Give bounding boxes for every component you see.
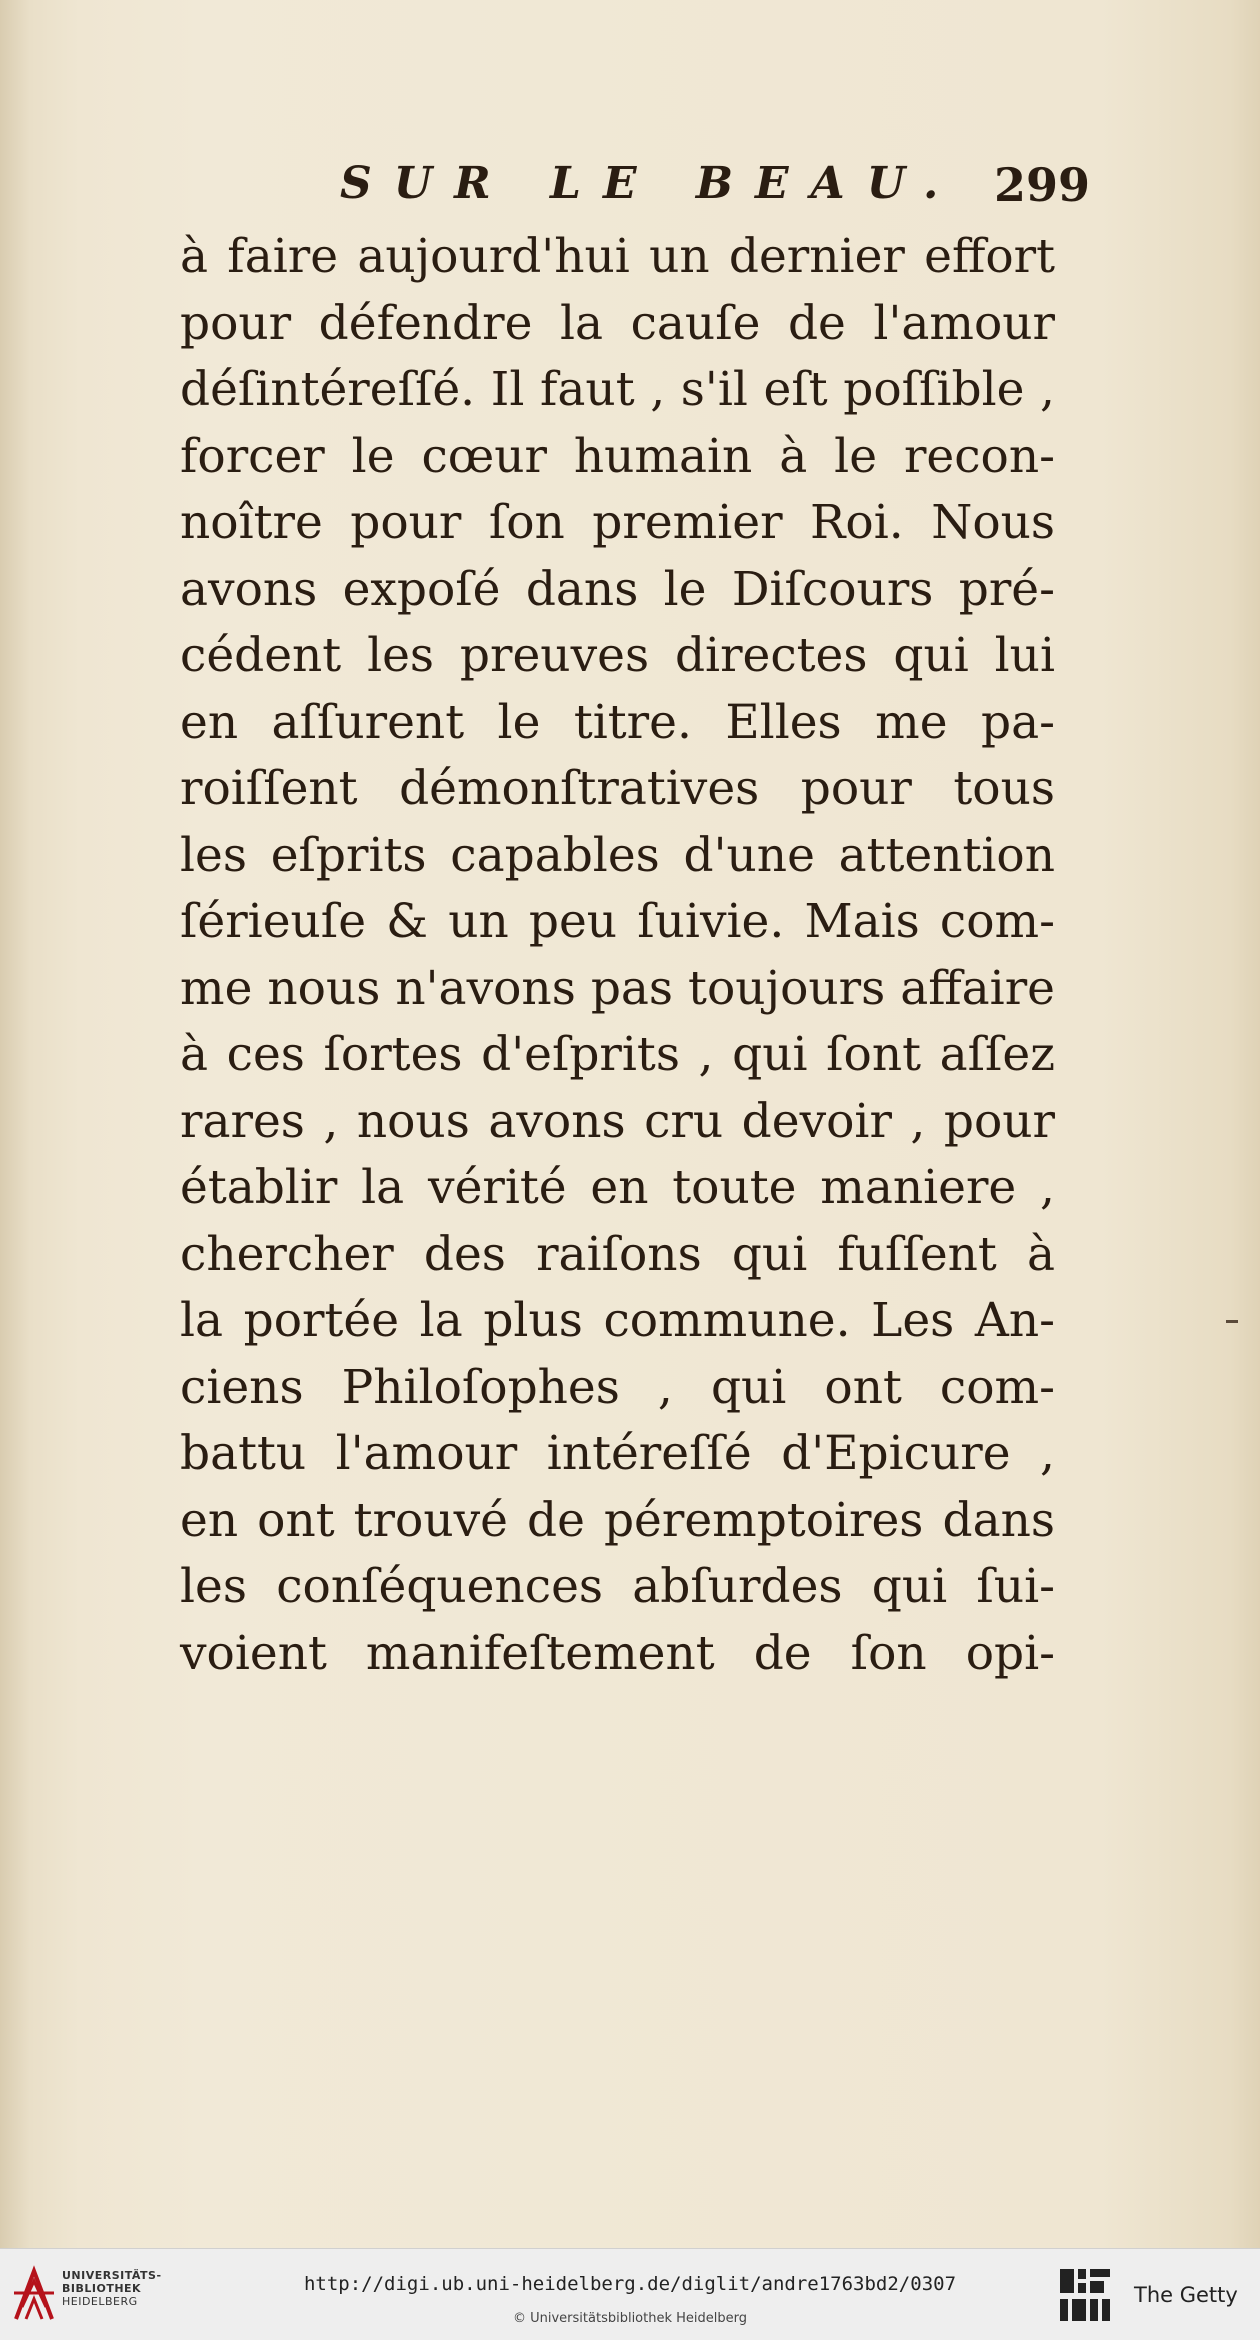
- text-line: battu l'amour intéreſſé d'Epicure ,: [180, 1426, 1055, 1481]
- text-line: en ont trouvé de péremptoires dans: [180, 1492, 1055, 1548]
- text-line: voient manifeſtement de ſon opi-: [180, 1625, 1055, 1681]
- text-line: en aſſurent le titre. Elles me pa-: [180, 694, 1055, 750]
- library-name-line: HEIDELBERG: [62, 2295, 138, 2308]
- text-line: forcer le cœur humain à le recon-: [180, 428, 1055, 484]
- text-line: établir la vérité en toute maniere ,: [180, 1160, 1055, 1215]
- text-line: ciens Philoſophes , qui ont com-: [180, 1359, 1055, 1415]
- getty-logo-icon: [1058, 2267, 1112, 2323]
- text-line: à ces ſortes d'eſprits , qui ſont aſſez: [180, 1027, 1055, 1082]
- text-line: à faire aujourd'hui un dernier effort: [180, 229, 1055, 284]
- margin-mark: [1226, 1320, 1238, 1323]
- page-number: 299: [993, 158, 1090, 212]
- text-line: les eſprits capables d'une attention: [180, 827, 1055, 883]
- text-line: cédent les preuves directes qui lui: [180, 628, 1055, 683]
- running-title: SUR LE BEAU.: [340, 158, 961, 209]
- text-line: rares , nous avons cru devoir , pour: [180, 1093, 1055, 1149]
- text-line: chercher des raiſons qui fuſſent à: [180, 1226, 1055, 1282]
- permalink-link[interactable]: http://digi.ub.uni-heidelberg.de/diglit/andre1763bd2/0307: [303, 2273, 957, 2295]
- getty-name: The Getty: [1134, 2283, 1238, 2307]
- viewer-footer: [0, 2248, 1260, 2340]
- library-name: [62, 2269, 162, 2308]
- text-line: me nous n'avons pas toujours affaire: [180, 960, 1055, 1016]
- text-line: avons expoſé dans le Diſcours pré-: [180, 561, 1055, 617]
- text-line: noître pour ſon premier Roi. Nous: [180, 495, 1055, 550]
- text-line: déſintéreſſé. Il faut , s'il eſt poſſible ,: [180, 362, 1055, 417]
- text-line: la portée la plus commune. Les An-: [180, 1293, 1055, 1348]
- university-library-logo-icon: [12, 2263, 56, 2323]
- text-line: pour défendre la cauſe de l'amour: [180, 295, 1055, 351]
- text-line: roiſſent démonſtratives pour tous: [180, 761, 1055, 816]
- text-line: les conſéquences abſurdes qui ſui-: [180, 1559, 1055, 1614]
- copyright-notice: © Universitätsbibliothek Heidelberg: [512, 2311, 747, 2326]
- text-line: ſérieuſe & un peu ſuivie. Mais com-: [180, 894, 1055, 949]
- library-name-line: BIBLIOTHEK: [62, 2282, 142, 2295]
- library-name-line: UNIVERSITÄTS-: [62, 2269, 162, 2282]
- running-head: [340, 158, 1090, 228]
- body-text: [180, 224, 1055, 1687]
